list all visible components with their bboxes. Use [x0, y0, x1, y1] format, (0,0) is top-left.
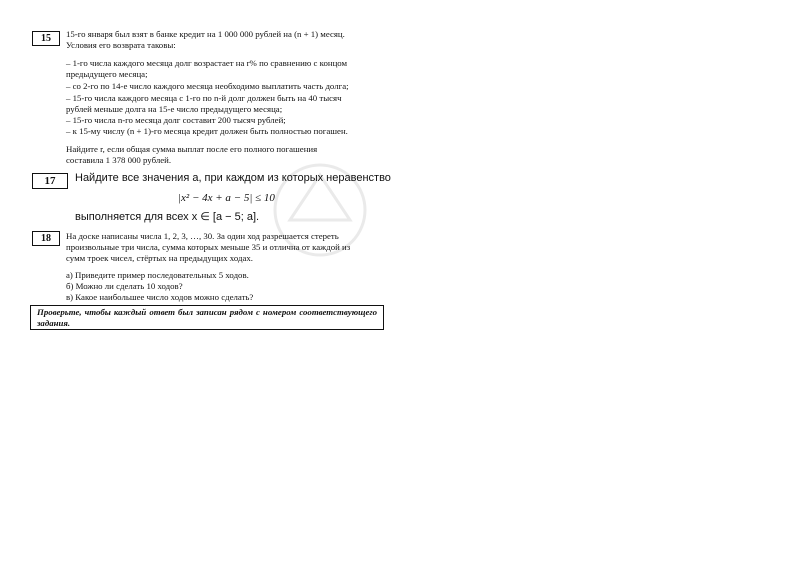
task-17-line-1: Найдите все значения a, при каждом из которых неравенство — [75, 172, 391, 184]
task-15-line-4: предыдущего месяца; — [66, 69, 148, 79]
task-18-question-c: в) Какое наибольшее число ходов можно сделать? — [66, 292, 254, 302]
task-17-formula: |x² − 4x + a − 5| ≤ 10 — [178, 192, 275, 204]
task-15-number: 15 — [32, 31, 60, 46]
task-17-line-2: выполняется для всех x ∈ [a − 5; a]. — [75, 211, 260, 223]
task-15-line-9: – к 15-му числу (n + 1)-го месяца кредит должен быть полностью погашен. — [66, 126, 348, 136]
task-18-line-2: произвольные три числа, сумма которых меньше 35 и отлична от каждой из — [66, 242, 351, 252]
task-18-number: 18 — [32, 231, 60, 246]
task-15-line-3: – 1-го числа каждого месяца долг возрастает на r% по сравнению с концом — [66, 58, 348, 68]
task-18-line-3: сумм троек чисел, стёртых на предыдущих ходах. — [66, 253, 253, 263]
task-17-number: 17 — [32, 173, 68, 189]
task-18-question-b: б) Можно ли сделать 10 ходов? — [66, 281, 183, 291]
task-15-line-5: – со 2-го по 14-е число каждого месяца необходимо выплатить часть долга; — [66, 81, 349, 91]
task-18-question-a: а) Приведите пример последовательных 5 ходов. — [66, 270, 249, 280]
task-15-line-1: 15-го января был взят в банке кредит на 1 000 000 рублей на (n + 1) месяц. — [66, 29, 345, 39]
task-15-line-11: составила 1 378 000 рублей. — [66, 155, 172, 165]
task-15-line-10: Найдите r, если общая сумма выплат после его полного погашения — [66, 144, 318, 154]
task-15-line-7: рублей меньше долга на 15-е число предыдущего месяца; — [66, 104, 283, 114]
task-15-line-8: – 15-го числа n-го месяца долг составит 200 тысяч рублей; — [66, 115, 286, 125]
check-answers-notice: Проверьте, чтобы каждый ответ был записан рядом с номером соответствующего задания. — [30, 305, 384, 330]
task-15-line-2: Условия его возврата таковы: — [66, 40, 176, 50]
task-18-line-1: На доске написаны числа 1, 2, 3, …, 30. За один ход разрешается стереть — [66, 231, 339, 241]
task-15-line-6: – 15-го числа каждого месяца с 1-го по n-й долг должен быть на 40 тысяч — [66, 93, 342, 103]
